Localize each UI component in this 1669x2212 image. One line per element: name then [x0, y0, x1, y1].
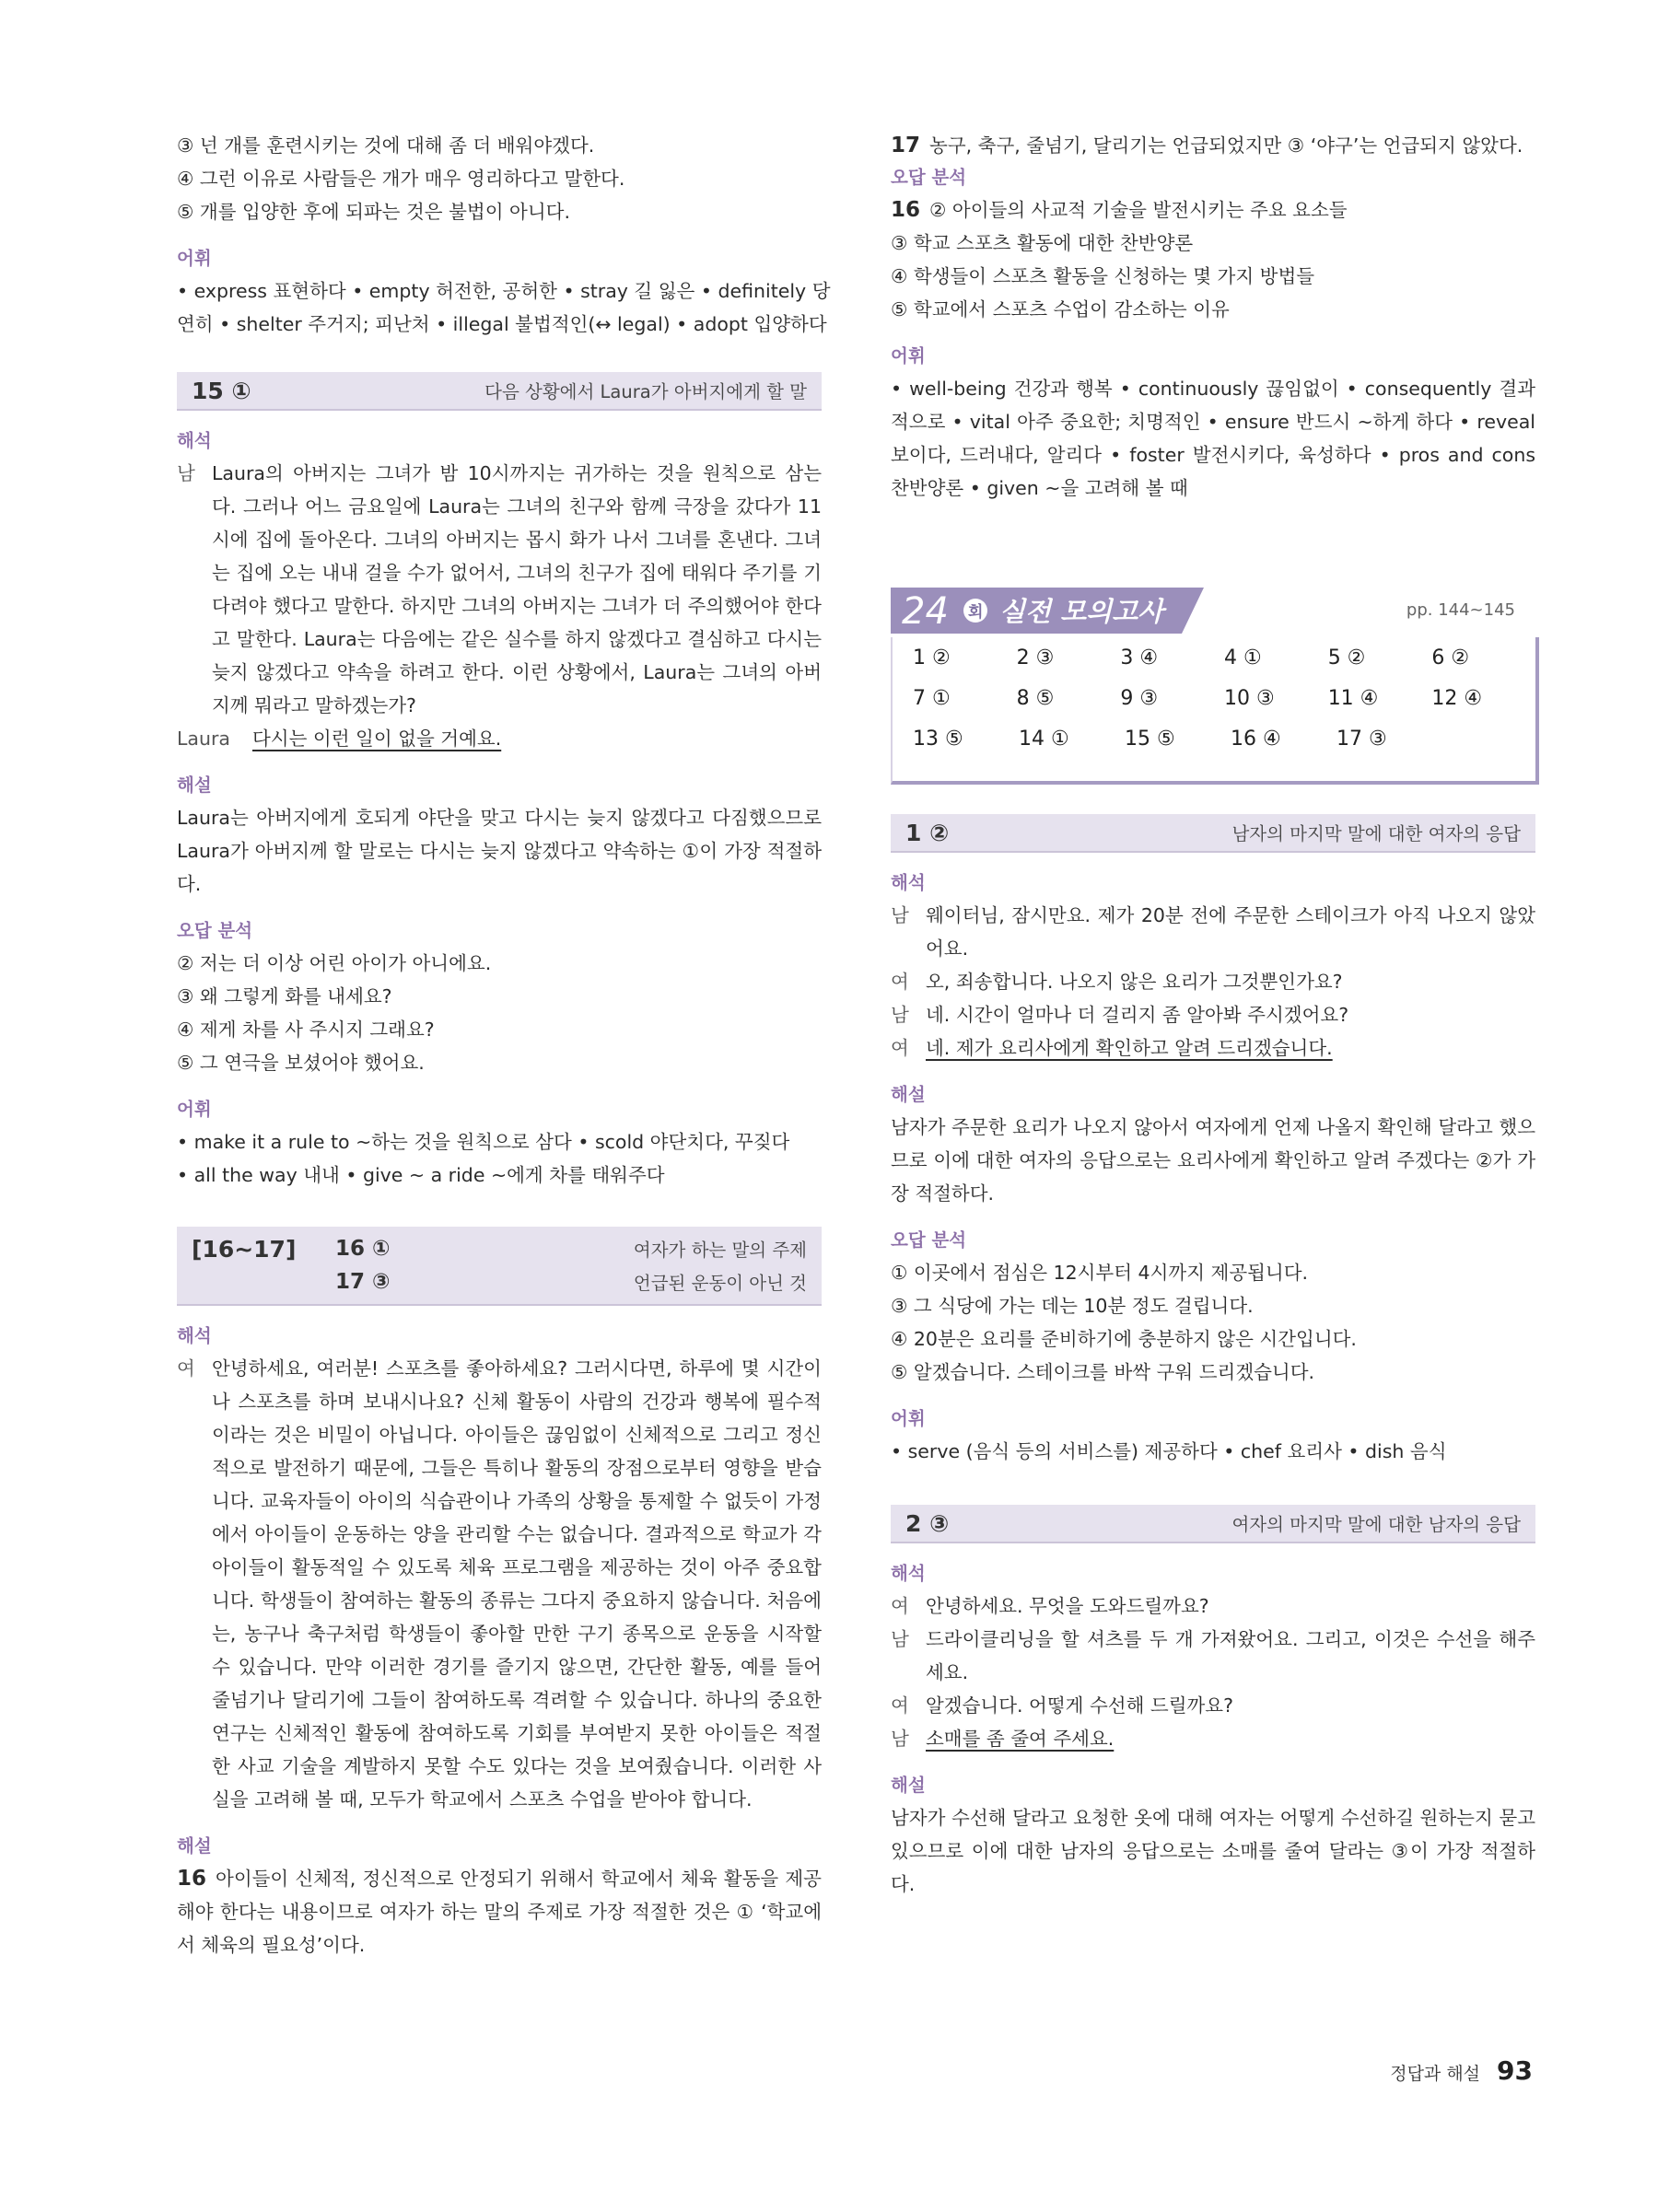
explanation-number: 16 — [177, 1867, 207, 1891]
answer-cell: 7 ① — [913, 686, 951, 710]
vocab-label: 어휘 — [177, 1099, 212, 1120]
explanation-text: 남자가 수선해 달라고 요청한 옷에 대해 여자는 어떻게 수선하길 원하는지 묻고 있으므로 이에 대한 남자의 응답으로는 소매를 줄여 달라는 ③이 가장 적절하다. — [891, 1807, 1535, 1895]
answer-row — [893, 718, 1535, 759]
answer-text: 소매를 좀 줄여 주세요. — [926, 1728, 1115, 1750]
script-paragraph — [177, 457, 822, 722]
wrong-option: ④ 제게 차를 사 주시지 그래요? — [177, 1019, 435, 1041]
answer-cell: 3 ④ — [1120, 646, 1159, 669]
speaker-label: 여 — [891, 971, 909, 993]
speaker-label: 여 — [177, 1357, 195, 1380]
speaker-label: 여 — [891, 1037, 909, 1059]
page-number: 93 — [1497, 2055, 1533, 2086]
answer-cell: 13 ⑤ — [913, 727, 963, 751]
dialog-line — [891, 899, 1535, 965]
answer-cell: 16 ④ — [1231, 727, 1281, 751]
explanation-number: 17 — [891, 134, 921, 157]
dialog-text: 네. 시간이 얼마나 더 걸리지 좀 알아봐 주시겠어요? — [926, 1004, 1349, 1026]
wrong-option: ② 저는 더 이상 어린 아이가 아니에요. — [177, 952, 492, 974]
answer-cell: 14 ① — [1019, 727, 1069, 751]
translation-label: 해석 — [177, 1325, 212, 1346]
speaker-label: Laura — [177, 728, 230, 750]
answer-cell: 6 ② — [1431, 646, 1470, 669]
page-footer — [1390, 2055, 1533, 2086]
option-line: ④ 그런 이유로 사람들은 개가 매우 영리하다고 말한다. — [177, 168, 625, 190]
dialog-text: 오, 죄송합니다. 나오지 않은 요리가 그것뿐인가요? — [926, 971, 1343, 993]
translation-label: 해석 — [177, 430, 212, 451]
answer-row — [893, 637, 1535, 678]
answer-cell: 5 ② — [1327, 646, 1366, 669]
answer-text: 다시는 이런 일이 없을 거예요. — [252, 728, 502, 750]
wrong-option: ⑤ 알겠습니다. 스테이크를 바싹 구워 드리겠습니다. — [891, 1361, 1315, 1383]
vocab-line: • express 표현하다 • empty 허전한, 공허한 • stray 길 잃은 • definitely 당 — [177, 280, 831, 302]
vocab-label: 어휘 — [177, 248, 212, 269]
exam-title-banner — [891, 588, 1204, 634]
question-topic: 남자의 마지막 말에 대한 여자의 응답 — [1231, 823, 1521, 844]
answer-cell: 4 ① — [1224, 646, 1262, 669]
option-line: ③ 넌 개를 훈련시키는 것에 대해 좀 더 배워야겠다. — [177, 134, 595, 157]
right-column — [891, 129, 1535, 1901]
dialog-line — [891, 1623, 1535, 1689]
question-number: 2 ③ — [905, 1509, 950, 1537]
question-topic: 여자의 마지막 말에 대한 남자의 응답 — [1231, 1514, 1521, 1535]
exam-title: 실전 모의고사 — [999, 596, 1164, 627]
wrong-option: ③ 그 식당에 가는 데는 10분 정도 걸립니다. — [891, 1295, 1254, 1317]
wrong-analysis-label: 오답 분석 — [891, 1229, 967, 1251]
speaker-label: 여 — [891, 1595, 909, 1617]
vocab-label: 어휘 — [891, 345, 926, 367]
round-suffix: 회 — [968, 603, 984, 622]
explanation-text: Laura는 아버지에게 호되게 야단을 맞고 다시는 늦지 않겠다고 다짐했으므로 Laura가 아버지께 할 말로는 다시는 늦지 않겠다고 약속하는 ①이 가장 적절하다. — [177, 807, 822, 895]
question-range: [16~17] — [192, 1235, 297, 1263]
answer-cell: 12 ④ — [1431, 686, 1483, 710]
question-number: 16 ① — [335, 1237, 391, 1261]
answer-cell: 10 ③ — [1224, 686, 1275, 710]
explanation-text: 농구, 축구, 줄넘기, 달리기는 언급되었지만 ③ ‘야구’는 언급되지 않았다. — [929, 134, 1523, 157]
dialog-line — [891, 998, 1535, 1031]
dialog-text: 드라이클리닝을 할 셔츠를 두 개 가져왔어요. 그리고, 이것은 수선을 해주세요. — [926, 1628, 1535, 1683]
answer-row — [893, 678, 1535, 718]
answer-cell: 15 ⑤ — [1125, 727, 1175, 751]
vocab-label: 어휘 — [891, 1408, 926, 1429]
speaker-label: 남 — [177, 462, 195, 484]
answer-line — [891, 1031, 1535, 1065]
vocab-line: • serve (음식 등의 서비스를) 제공하다 • chef 요리사 • dish 음식 — [891, 1440, 1447, 1462]
explanation-label: 해설 — [177, 774, 212, 796]
question-topic: 다음 상황에서 Laura가 아버지에게 할 말 — [484, 381, 807, 402]
answer-cell: 1 ② — [913, 646, 951, 669]
answer-key-box — [891, 588, 1535, 781]
question-number: 1 ② — [905, 819, 950, 846]
explanation-label: 해설 — [891, 1775, 926, 1796]
wrong-option: ③ 왜 그렇게 화를 내세요? — [177, 985, 392, 1007]
explanation-text: 남자가 주문한 요리가 나오지 않아서 여자에게 언제 나올지 확인해 달라고 했으므로 이에 대한 여자의 응답으로는 요리사에게 확인하고 알려 주겠다는 ②가 가장 적절하다. — [891, 1116, 1535, 1205]
dialog-text: 안녕하세요. 무엇을 도와드릴까요? — [926, 1595, 1209, 1617]
wrong-option-text: ② 아이들의 사교적 기술을 발전시키는 주요 요소들 — [929, 199, 1348, 221]
answer-cell: 11 ④ — [1327, 686, 1379, 710]
question-number: 15 ① — [192, 377, 251, 404]
answer-cell: 9 ③ — [1120, 686, 1159, 710]
wrong-option: ① 이곳에서 점심은 12시부터 4시까지 제공됩니다. — [891, 1262, 1309, 1284]
wrong-option: ④ 20분은 요리를 준비하기에 충분하지 않은 시간입니다. — [891, 1328, 1357, 1350]
dialog-line — [891, 1589, 1535, 1623]
dialog-line — [891, 1689, 1535, 1722]
translation-label: 해석 — [891, 872, 926, 893]
question-topic: 여자가 하는 말의 주제 — [633, 1240, 807, 1261]
answer-cell: 8 ⑤ — [1016, 686, 1055, 710]
explanation-label: 해설 — [891, 1084, 926, 1105]
left-column — [177, 129, 831, 1962]
answer-text: 네. 제가 요리사에게 확인하고 알려 드리겠습니다. — [926, 1037, 1333, 1059]
answer-cell: 2 ③ — [1016, 646, 1055, 669]
wrong-option: ⑤ 그 연극을 보셨어야 했어요. — [177, 1052, 425, 1074]
script-paragraph — [177, 1352, 822, 1816]
script-text: Laura의 아버지는 그녀가 밤 10시까지는 귀가하는 것을 원칙으로 삼는 다. 그러나 어느 금요일에 Laura는 그녀의 친구와 함께 극장을 갔다가 11시에 집에 돌아온다. 그녀의 아버지는 몹시 화가 나서 그녀를 혼낸다. 그녀는 집에 오는 내내 걸을 수가 없어서, 그녀의 친구가 집에 태워다 주기를 기다려야 했다고 말한다. 하지만 그녀의 아버지는 그녀가 더 주의했어야 한다고 말한다. Laura는 다음에는 같은 실수를 하지 않겠다고 결심하고 다시는 늦지 않겠다고 약속을 하려고 한다. 이런 상황에서, Laura는 그녀의 아버지께 뭐라고 말하겠는가? — [212, 462, 822, 716]
option-number: 16 — [891, 198, 921, 222]
translation-label: 해석 — [891, 1563, 926, 1584]
option-line: ⑤ 개를 입양한 후에 되파는 것은 불법이 아니다. — [177, 201, 570, 223]
vocab-text: • well-being 건강과 행복 • continuously 끊임없이 • consequently 결과적으로 • vital 아주 중요한; 치명적인 • ensure 반드시 ~하게 하다 • reveal 보이다, 드러내다, 알리다 • foster 발전시키다, 육성하다 • pros and cons 찬반양론 • given ~을 고려해 볼 때 — [891, 378, 1535, 499]
question-number: 17 ③ — [335, 1270, 391, 1294]
footer-label: 정답과 해설 — [1390, 2064, 1481, 2084]
answer-line — [891, 1722, 1535, 1755]
page-range: pp. 144~145 — [1406, 600, 1515, 620]
dialog-text: 알겠습니다. 어떻게 수선해 드릴까요? — [926, 1694, 1233, 1717]
explanation-17 — [891, 129, 1535, 162]
question-15-header — [177, 372, 822, 411]
wrong-option: ④ 학생들이 스포츠 활동을 신청하는 몇 가지 방법들 — [891, 265, 1315, 287]
question-topic: 언급된 운동이 아닌 것 — [633, 1273, 807, 1294]
speaker-label: 남 — [891, 904, 909, 926]
script-text: 안녕하세요, 여러분! 스포츠를 좋아하세요? 그러시다면, 하루에 몇 시간이나 스포츠를 하며 보내시나요? 신체 활동이 사람의 건강과 행복에 필수적이라는 것은 비밀이 아닙니다. 아이들은 끊임없이 신체적으로 그리고 정신적으로 발전하기 때문에, 그들은 특히나 활동의 장점으로부터 영향을 받습니다. 교육자들이 아이의 식습관이나 가족의 상황을 통제할 수 없듯이 가정에서 아이들이 운동하는 양을 관리할 수는 없습니다. 결과적으로 학교가 각 아이들이 활동적일 수 있도록 체육 프로그램을 제공하는 것이 아주 중요합니다. 학생들이 참여하는 활동의 종류는 그다지 중요하지 않습니다. 처음에는, 농구나 축구처럼 학생들이 좋아할 만한 구기 종목으로 운동을 시작할 수 있습니다. 만약 이러한 경기를 즐기지 않으면, 간단한 활동, 예를 들어 줄넘기나 달리기에 그들이 참여하도록 격려할 수 있습니다. 하나의 중요한 연구는 신체적인 활동에 참여하도록 기회를 부여받지 못한 아이들은 적절한 사교 기술을 계발하지 못할 수도 있다는 것을 보여줬습니다. 이러한 사실을 고려해 볼 때, 모두가 학교에서 스포츠 수업을 받아야 합니다. — [212, 1357, 822, 1810]
dialog-line — [891, 965, 1535, 998]
question-2-header — [891, 1505, 1535, 1543]
answer-line — [177, 722, 822, 755]
wrong-option: ③ 학교 스포츠 활동에 대한 찬반양론 — [891, 232, 1194, 254]
wrong-option — [891, 193, 1535, 227]
answer-cell: 17 ③ — [1336, 727, 1387, 751]
vocab-line: 연히 • shelter 주거지; 피난처 • illegal 불법적인(↔ legal) • adopt 입양하다 — [177, 313, 827, 335]
wrong-analysis-label: 오답 분석 — [891, 167, 967, 188]
speaker-label: 남 — [891, 1728, 909, 1750]
explanation-text: 아이들이 신체적, 정신적으로 안정되기 위해서 학교에서 체육 활동을 제공해야 한다는 내용이므로 여자가 하는 말의 주제로 가장 적절한 것은 ① ‘학교에서 체육의 필요성’이다. — [177, 1868, 822, 1956]
round-number: 24 — [902, 590, 949, 633]
vocab-line: • make it a rule to ~하는 것을 원칙으로 삼다 • scold 야단치다, 꾸짖다 — [177, 1131, 790, 1153]
question-16-17-header — [177, 1227, 822, 1306]
answer-grid — [891, 637, 1539, 785]
dialog-text: 웨이터님, 잠시만요. 제가 20분 전에 주문한 스테이크가 아직 나오지 않았어요. — [926, 904, 1535, 960]
wrong-analysis-label: 오답 분석 — [177, 920, 253, 941]
question-1-header — [891, 814, 1535, 853]
speaker-label: 남 — [891, 1004, 909, 1026]
vocab-line: • all the way 내내 • give ~ a ride ~에게 차를 태워주다 — [177, 1164, 665, 1186]
speaker-label: 여 — [891, 1694, 909, 1717]
wrong-option: ⑤ 학교에서 스포츠 수업이 감소하는 이유 — [891, 298, 1230, 320]
explanation-label: 해설 — [177, 1835, 212, 1857]
explanation-paragraph — [177, 1862, 822, 1962]
speaker-label: 남 — [891, 1628, 909, 1650]
